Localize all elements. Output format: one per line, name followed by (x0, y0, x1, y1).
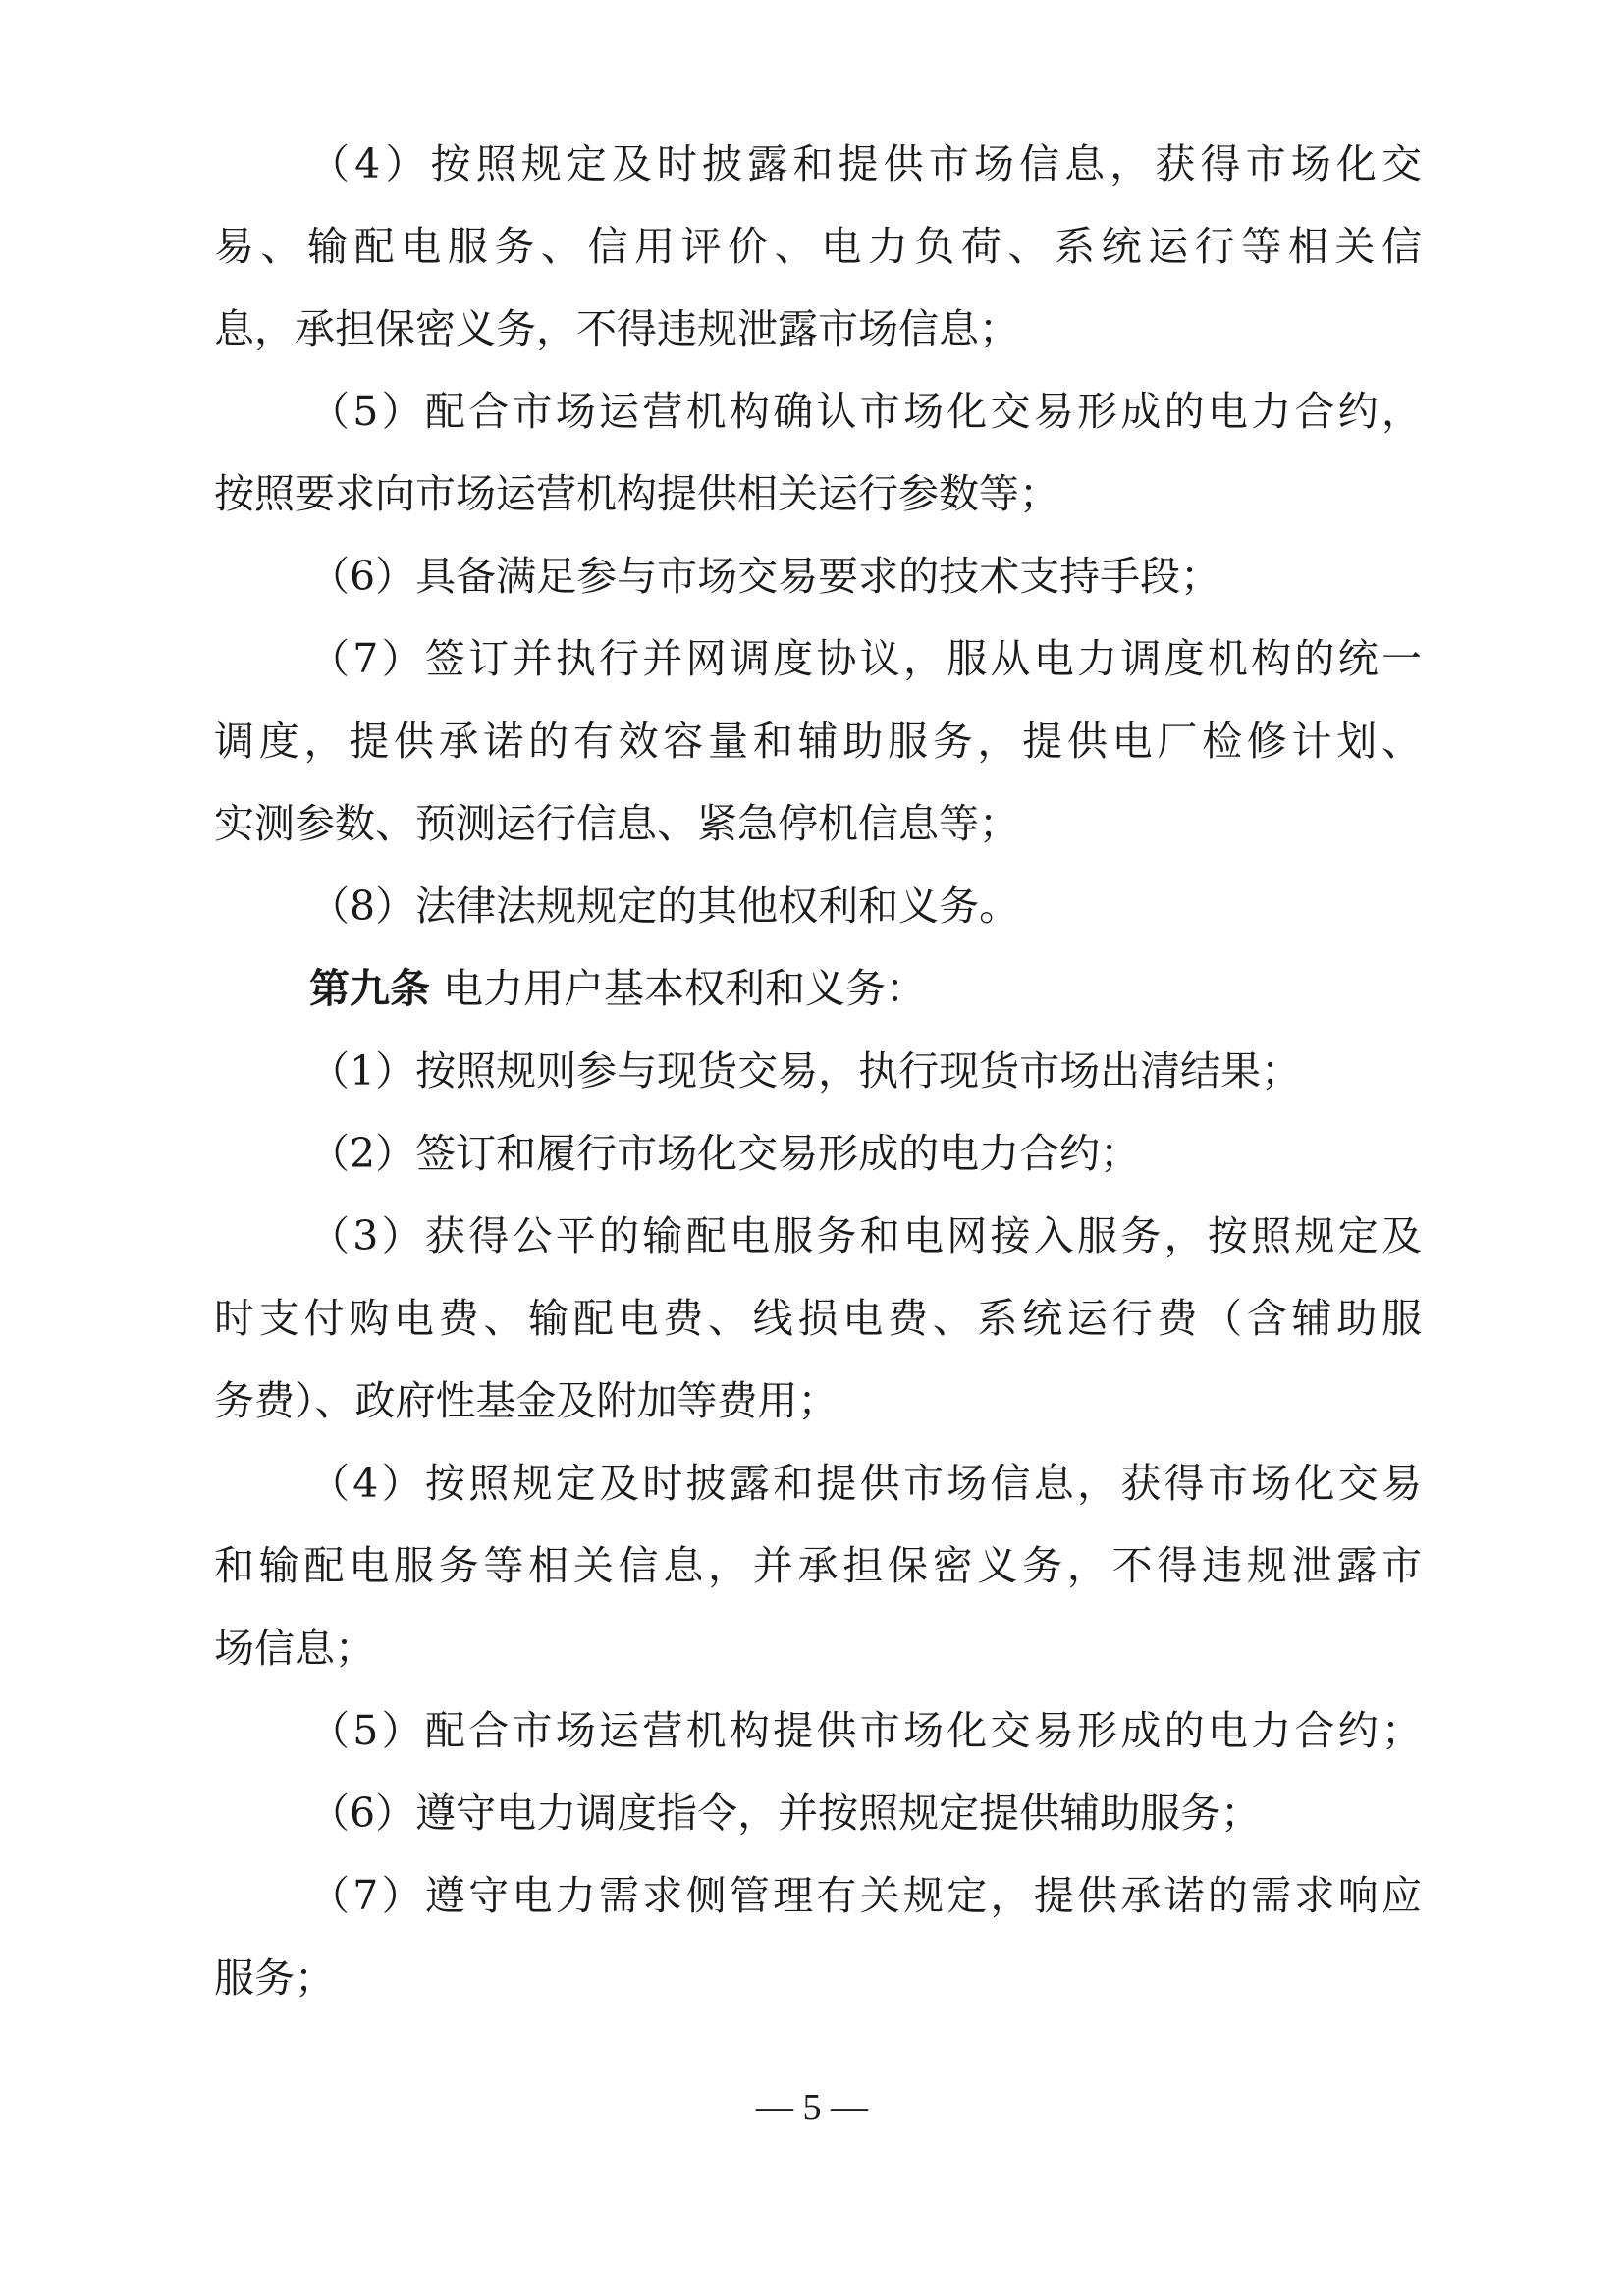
text-line: （4）按照规定及时披露和提供市场信息，获得市场化交 (309, 140, 1422, 187)
text-line: （5）配合市场运营机构提供市场化交易形成的电力合约； (309, 1707, 1422, 1754)
text-line: 服务； (214, 1954, 335, 2002)
article-line (309, 947, 1422, 1030)
page-number: — 5 — (756, 2087, 868, 2128)
text-line: 时支付购电费、输配电费、线损电费、系统运行费（含辅助服 (214, 1295, 1422, 1342)
text-line: （7）遵守电力需求侧管理有关规定，提供承诺的需求响应 (309, 1872, 1422, 1919)
text-line: （2）签订和履行市场化交易形成的电力合约； (309, 1130, 1141, 1177)
text-line: 实测参数、预测运行信息、紧急停机信息等； (214, 800, 1019, 847)
text-line: （8）法律法规规定的其他权利和义务。 (309, 882, 1020, 930)
text-line: （1）按照规则参与现货交易，执行现货市场出清结果； (309, 1047, 1302, 1095)
text-line: （3）获得公平的输配电服务和电网接入服务，按照规定及 (309, 1212, 1422, 1259)
article-title: 电力用户基本权利和义务： (443, 965, 927, 1012)
text-line: （6）遵守电力调度指令，并按照规定提供辅助服务； (309, 1789, 1262, 1837)
text-line: 调度，提供承诺的有效容量和辅助服务，提供电厂检修计划、 (214, 718, 1422, 765)
text-line: 按照要求向市场运营机构提供相关运行参数等； (214, 470, 1059, 517)
text-line: 和输配电服务等相关信息，并承担保密义务，不得违规泄露市 (214, 1542, 1422, 1589)
text-line: 易、输配电服务、信用评价、电力负荷、系统运行等相关信 (214, 223, 1422, 270)
text-line: （7）签订并执行并网调度协议，服从电力调度机构的统一 (309, 635, 1422, 682)
text-line: 务费）、政府性基金及附加等费用； (214, 1377, 839, 1424)
text-line: （4）按照规定及时披露和提供市场信息，获得市场化交易 (309, 1460, 1422, 1507)
text-line: 息，承担保密义务，不得违规泄露市场信息； (214, 305, 1019, 352)
text-line: （5）配合市场运营机构确认市场化交易形成的电力合约， (309, 388, 1422, 435)
text-line: （6）具备满足参与市场交易要求的技术支持手段； (309, 553, 1221, 600)
article-heading: 第九条 (309, 965, 430, 1012)
text-line: 场信息； (214, 1625, 375, 1672)
